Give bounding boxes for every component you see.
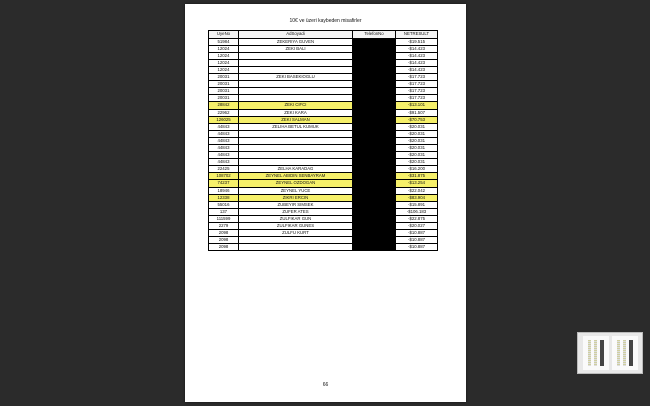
thumbnail-page xyxy=(612,336,638,370)
document-page xyxy=(185,4,466,402)
cell-adsoyadi: ZELIHA BETUL KUMUK xyxy=(239,123,353,130)
table-row xyxy=(209,152,438,159)
table-row xyxy=(209,187,438,194)
cell-telefonno-redacted xyxy=(353,123,396,130)
cell-netresult: -$10.887 xyxy=(396,230,438,237)
thumbnail-stripe xyxy=(617,340,620,366)
cell-uyeno: 2098 xyxy=(209,237,239,244)
cell-uyeno: 51984 xyxy=(209,38,239,45)
cell-adsoyadi xyxy=(239,81,353,88)
cell-adsoyadi xyxy=(239,145,353,152)
document-title: 10€ ve üzeri kaybeden misafirler xyxy=(289,18,362,24)
cell-adsoyadi xyxy=(239,152,353,159)
thumbnail-stripe xyxy=(588,340,591,366)
cell-uyeno: 108702 xyxy=(209,173,239,180)
cell-adsoyadi xyxy=(239,66,353,73)
table-row xyxy=(209,244,438,251)
cell-telefonno-redacted xyxy=(353,180,396,187)
cell-netresult: -$20.031 xyxy=(396,152,438,159)
cell-adsoyadi: ZEKI SALMAN xyxy=(239,116,353,123)
cell-netresult: -$13.254 xyxy=(396,180,438,187)
cell-netresult: -$14.423 xyxy=(396,59,438,66)
cell-telefonno-redacted xyxy=(353,187,396,194)
table-row xyxy=(209,237,438,244)
table-row xyxy=(209,201,438,208)
cell-adsoyadi xyxy=(239,130,353,137)
cell-netresult: -$19.515 xyxy=(396,38,438,45)
cell-netresult: -$14.423 xyxy=(396,52,438,59)
cell-netresult: -$14.423 xyxy=(396,66,438,73)
cell-telefonno-redacted xyxy=(353,166,396,173)
cell-uyeno: 74237 xyxy=(209,180,239,187)
cell-adsoyadi: ZEKERIYA GUVEN xyxy=(239,38,353,45)
cell-uyeno: 22962 xyxy=(209,109,239,116)
cell-telefonno-redacted xyxy=(353,95,396,102)
cell-uyeno: 44843 xyxy=(209,130,239,137)
cell-adsoyadi: ZEYNEL OZDOGAN xyxy=(239,180,353,187)
table-row xyxy=(209,223,438,230)
cell-netresult: -$17.723 xyxy=(396,81,438,88)
cell-netresult: -$106.183 xyxy=(396,208,438,215)
cell-adsoyadi: ZEKI BASEKIOGLU xyxy=(239,74,353,81)
table-row xyxy=(209,45,438,52)
cell-telefonno-redacted xyxy=(353,201,396,208)
cell-netresult: -$20.031 xyxy=(396,137,438,144)
thumbnail-stripe xyxy=(594,340,597,366)
cell-netresult: -$17.723 xyxy=(396,88,438,95)
cell-uyeno: 44843 xyxy=(209,152,239,159)
cell-adsoyadi: ZEKI BALI xyxy=(239,45,353,52)
cell-adsoyadi: ZUBEYIR SIMSEK xyxy=(239,201,353,208)
column-header-adsoyadi: AdSoyadi xyxy=(239,31,353,39)
cell-telefonno-redacted xyxy=(353,137,396,144)
table-row xyxy=(209,81,438,88)
table-row xyxy=(209,59,438,66)
cell-uyeno: 44843 xyxy=(209,159,239,166)
cell-netresult: -$83.904 xyxy=(396,194,438,201)
table-row xyxy=(209,215,438,222)
table-row xyxy=(209,173,438,180)
cell-telefonno-redacted xyxy=(353,230,396,237)
table-row xyxy=(209,180,438,187)
cell-telefonno-redacted xyxy=(353,81,396,88)
column-header-telefonno: TelefonNo xyxy=(353,31,396,39)
cell-uyeno: 12338 xyxy=(209,194,239,201)
cell-uyeno: 22425 xyxy=(209,166,239,173)
page-number: 66 xyxy=(322,382,329,388)
cell-telefonno-redacted xyxy=(353,88,396,95)
cell-netresult: -$20.027 xyxy=(396,223,438,230)
thumbnail-stripe xyxy=(623,340,626,366)
cell-netresult: -$20.031 xyxy=(396,130,438,137)
table-row xyxy=(209,88,438,95)
table-body xyxy=(209,38,438,251)
table-row xyxy=(209,159,438,166)
cell-uyeno: 18946 xyxy=(209,187,239,194)
cell-netresult: -$13.101 xyxy=(396,102,438,109)
cell-uyeno: 44843 xyxy=(209,123,239,130)
cell-telefonno-redacted xyxy=(353,215,396,222)
cell-netresult: -$17.723 xyxy=(396,95,438,102)
table-row xyxy=(209,66,438,73)
cell-adsoyadi: ZEYNEL YUCE xyxy=(239,187,353,194)
cell-adsoyadi: ZEKI KARA xyxy=(239,109,353,116)
cell-adsoyadi xyxy=(239,237,353,244)
cell-telefonno-redacted xyxy=(353,116,396,123)
table-row xyxy=(209,230,438,237)
cell-telefonno-redacted xyxy=(353,208,396,215)
cell-adsoyadi xyxy=(239,52,353,59)
table-row xyxy=(209,194,438,201)
cell-adsoyadi: ZEKI CIFCI xyxy=(239,102,353,109)
thumbnail-redaction xyxy=(600,340,604,366)
cell-adsoyadi xyxy=(239,95,353,102)
cell-uyeno: 12024 xyxy=(209,66,239,73)
cell-netresult: -$20.031 xyxy=(396,145,438,152)
thumbnail-redaction xyxy=(629,340,633,366)
cell-adsoyadi xyxy=(239,137,353,144)
table-row xyxy=(209,109,438,116)
cell-netresult: -$14.423 xyxy=(396,45,438,52)
cell-netresult: -$70.753 xyxy=(396,116,438,123)
cell-uyeno: 2098 xyxy=(209,230,239,237)
cell-telefonno-redacted xyxy=(353,130,396,137)
table-row xyxy=(209,130,438,137)
table-row xyxy=(209,102,438,109)
cell-netresult: -$15.891 xyxy=(396,201,438,208)
cell-telefonno-redacted xyxy=(353,244,396,251)
cell-adsoyadi xyxy=(239,159,353,166)
cell-telefonno-redacted xyxy=(353,223,396,230)
cell-telefonno-redacted xyxy=(353,109,396,116)
cell-uyeno: 20031 xyxy=(209,81,239,88)
table-row xyxy=(209,208,438,215)
table-header-row xyxy=(209,31,438,39)
column-header-netresult: NETRESULT xyxy=(396,31,438,39)
cell-adsoyadi: ZEYNEL ABIDIN SENBAYRAM xyxy=(239,173,353,180)
cell-telefonno-redacted xyxy=(353,152,396,159)
table-row xyxy=(209,123,438,130)
cell-adsoyadi: ZULFU KURT xyxy=(239,230,353,237)
cell-uyeno: 12024 xyxy=(209,59,239,66)
cell-adsoyadi xyxy=(239,59,353,66)
cell-adsoyadi: ZELHA KARADAG xyxy=(239,166,353,173)
cell-netresult: -$31.875 xyxy=(396,173,438,180)
cell-telefonno-redacted xyxy=(353,237,396,244)
cell-netresult: -$16.200 xyxy=(396,166,438,173)
cell-uyeno: 20031 xyxy=(209,88,239,95)
cell-adsoyadi xyxy=(239,244,353,251)
cell-uyeno: 2279 xyxy=(209,223,239,230)
cell-uyeno: 20031 xyxy=(209,74,239,81)
table-row xyxy=(209,166,438,173)
table-row xyxy=(209,52,438,59)
cell-uyeno: 111599 xyxy=(209,215,239,222)
cell-adsoyadi xyxy=(239,88,353,95)
cell-telefonno-redacted xyxy=(353,194,396,201)
cell-telefonno-redacted xyxy=(353,102,396,109)
cell-netresult: -$20.031 xyxy=(396,159,438,166)
cell-netresult: -$20.031 xyxy=(396,123,438,130)
table-row xyxy=(209,95,438,102)
table-row xyxy=(209,116,438,123)
cell-uyeno: 44843 xyxy=(209,145,239,152)
cell-telefonno-redacted xyxy=(353,59,396,66)
cell-telefonno-redacted xyxy=(353,145,396,152)
table-row xyxy=(209,38,438,45)
table-row xyxy=(209,145,438,152)
cell-uyeno: 55016 xyxy=(209,201,239,208)
column-header-uyeno: UyeNo xyxy=(209,31,239,39)
cell-uyeno: 12024 xyxy=(209,52,239,59)
cell-telefonno-redacted xyxy=(353,159,396,166)
cell-telefonno-redacted xyxy=(353,38,396,45)
cell-telefonno-redacted xyxy=(353,173,396,180)
thumbnail-page xyxy=(583,336,609,370)
cell-adsoyadi: ZUFER ATES xyxy=(239,208,353,215)
cell-telefonno-redacted xyxy=(353,74,396,81)
cell-netresult: -$10.887 xyxy=(396,244,438,251)
cell-uyeno: 12024 xyxy=(209,45,239,52)
cell-uyeno: 126025 xyxy=(209,116,239,123)
cell-uyeno: 44843 xyxy=(209,137,239,144)
cell-telefonno-redacted xyxy=(353,52,396,59)
cell-uyeno: 137 xyxy=(209,208,239,215)
cell-netresult: -$17.723 xyxy=(396,74,438,81)
page-thumbnail[interactable] xyxy=(577,332,643,374)
table-row xyxy=(209,74,438,81)
cell-telefonno-redacted xyxy=(353,66,396,73)
cell-netresult: -$10.887 xyxy=(396,237,438,244)
table-row xyxy=(209,137,438,144)
results-table xyxy=(208,30,438,251)
cell-adsoyadi: ZIKRI ERCIN xyxy=(239,194,353,201)
cell-uyeno: 28842 xyxy=(209,102,239,109)
cell-uyeno: 20031 xyxy=(209,95,239,102)
cell-telefonno-redacted xyxy=(353,45,396,52)
cell-netresult: -$22.875 xyxy=(396,215,438,222)
cell-netresult: -$22.042 xyxy=(396,187,438,194)
cell-adsoyadi: ZULFIKAR GUNES xyxy=(239,223,353,230)
cell-uyeno: 2098 xyxy=(209,244,239,251)
cell-adsoyadi: ZULFIKAR GUN xyxy=(239,215,353,222)
cell-netresult: -$91.507 xyxy=(396,109,438,116)
